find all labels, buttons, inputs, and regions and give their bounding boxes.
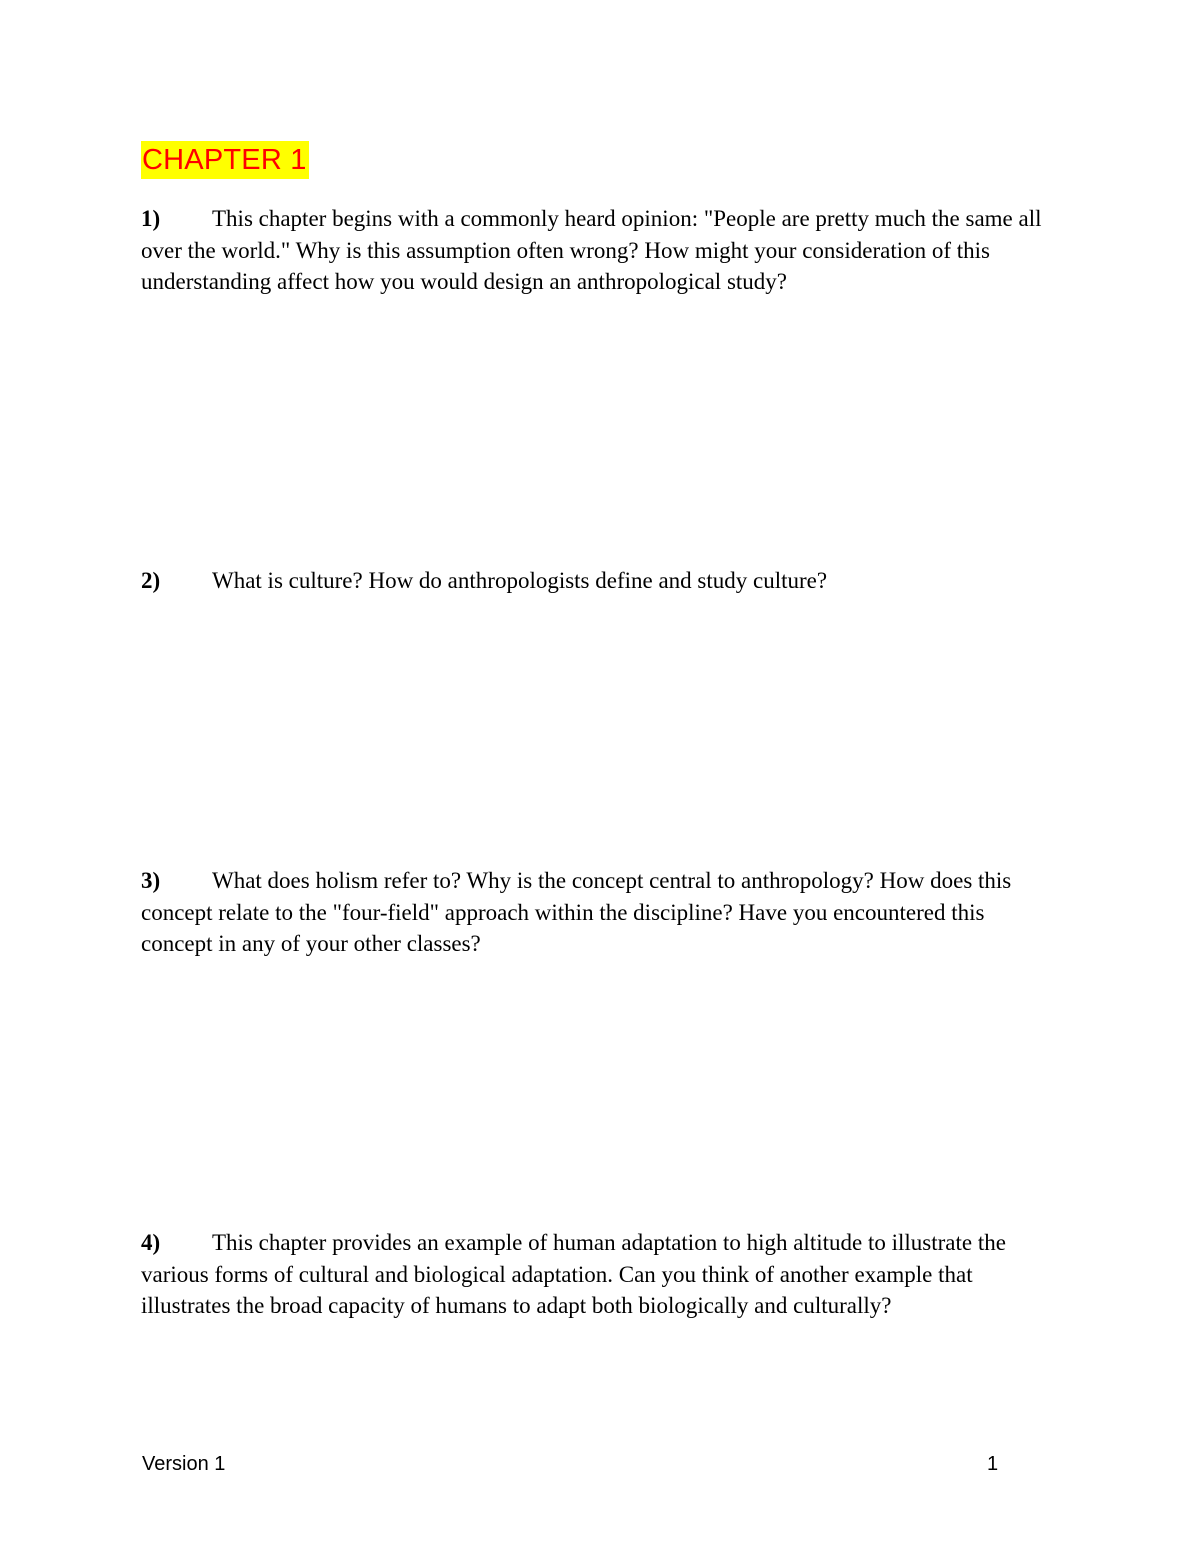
chapter-title: CHAPTER 1 [141, 141, 309, 179]
question-1 [141, 203, 1051, 298]
question-2 [141, 565, 1051, 597]
question-text: This chapter provides an example of human adaptation to high altitude to illustrate the various forms of cultural and biological adaptation. Can you think of another example that illustrates the broad capacity of humans to adapt both biologically and culturally? [141, 1230, 1006, 1318]
question-number: 3) [141, 868, 161, 893]
footer-page-number: 1 [987, 1453, 999, 1475]
question-number: 4) [141, 1230, 161, 1255]
question-number: 1) [141, 206, 161, 231]
question-text: What does holism refer to? Why is the concept central to anthropology? How does this concept relate to the "four-field" approach within the discipline? Have you encountered this concept in any of your other classes? [141, 868, 1012, 956]
question-4 [141, 1227, 1051, 1322]
question-number: 2) [141, 568, 161, 593]
question-text: This chapter begins with a commonly heard opinion: "People are pretty much the same all over the world." Why is this assumption often wrong? How might your consideration of this understanding affect how you would design an anthropological study? [141, 206, 1042, 294]
footer-version: Version 1 [142, 1453, 226, 1475]
question-text: What is culture? How do anthropologists define and study culture? [212, 568, 828, 593]
question-3 [141, 865, 1051, 960]
